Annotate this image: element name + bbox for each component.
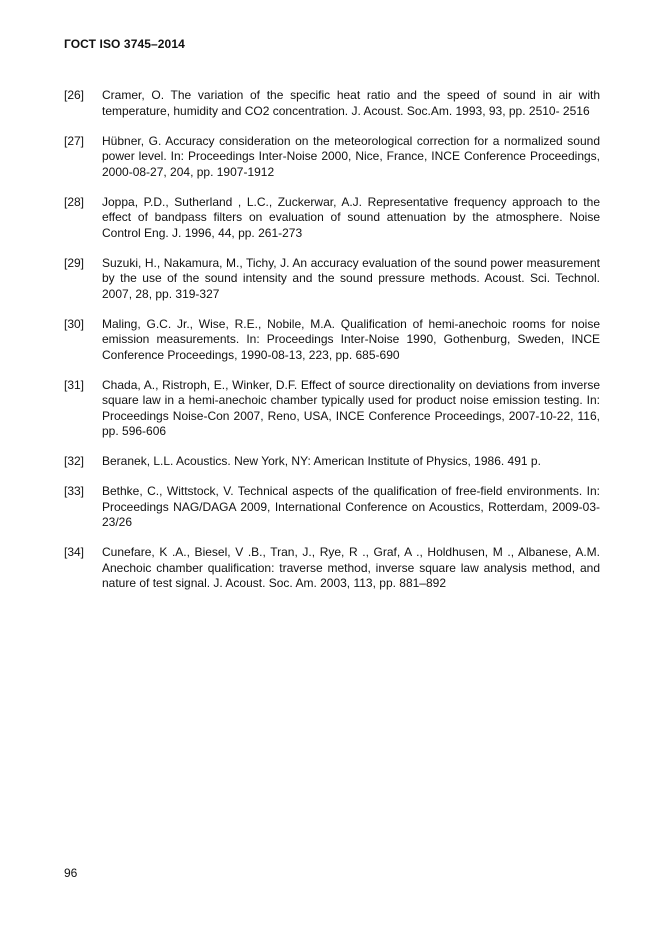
reference-number: [29] [64, 255, 85, 270]
reference-item [64, 134, 600, 181]
reference-number: [26] [64, 88, 85, 102]
reference-text: Chada, A., Ristroph, E., Winker, D.F. Effect of source directionality on deviations from inverse square law in a hemi-anechoic chamber typically used for product noise emission testing. In: Proceedings Noise-Con 2007, Reno, USA, INCE Conference Proceedings, 2007-10-22, 116, pp. 596-606 [102, 377, 600, 438]
reference-item [64, 484, 600, 531]
reference-number: [32] [64, 454, 85, 468]
standard-header: ГОСТ ISO 3745–2014 [64, 37, 185, 51]
reference-number: [31] [64, 377, 85, 392]
reference-text: Suzuki, H., Nakamura, M., Tichy, J. An accuracy evaluation of the sound power measurement by the use of the sound intensity and the sound pressure methods. Acoust. Sci. Technol. 2007, 28, pp. 319-327 [102, 255, 600, 301]
reference-number: [28] [64, 194, 85, 209]
reference-item [64, 454, 600, 470]
reference-text: Joppa, P.D., Sutherland , L.C., Zuckerwar, A.J. Representative frequency approach to the effect of bandpass filters on evaluation of sound attenuation by the atmosphere. Noise Control Eng. J. 1996, 44, pp. 261-273 [102, 194, 600, 240]
reference-number: [33] [64, 484, 85, 498]
reference-text: Maling, G.C. Jr., Wise, R.E., Nobile, M.A. Qualification of hemi-anechoic rooms for noise emission measurements. In: Proceedings Inter-Noise 1990, Gothenburg, Sweden, INCE Conference Proceedings, 1990-08-13, 223, pp. 685-690 [102, 316, 600, 362]
reference-text: Cunefare, K .A., Biesel, V .B., Tran, J., Rye, R ., Graf, A ., Holdhusen, M ., Albanese, A.M. Anechoic chamber qualification: traverse method, inverse square law analysis method, and nature of test signal. J. Acoust. Soc. Am. 2003, 113, pp. 881–892 [102, 545, 600, 590]
reference-text: Cramer, O. The variation of the specific heat ratio and the speed of sound in air with temperature, humidity and CO2 concentration. J. Acoust. Soc.Am. 1993, 93, pp. 2510‑ 2516 [102, 88, 600, 118]
reference-list [64, 88, 600, 606]
reference-item [64, 256, 600, 303]
reference-text: Hübner, G. Accuracy consideration on the meteorological correction for a normalized sound power level. In: Proceedings Inter-Noise 2000, Nice, France, INCE Conference Proceedings, 2000-08-27, 204, pp. 1907-1912 [102, 133, 600, 179]
reference-item [64, 88, 600, 119]
reference-text: Bethke, C., Wittstock, V. Technical aspects of the qualification of free-field environments. In: Proceedings NAG/DAGA 2009, International Conference on Acoustics, Rotterdam, 2009-03-23/26 [102, 484, 600, 529]
reference-item [64, 378, 600, 440]
reference-item [64, 195, 600, 242]
reference-text: Beranek, L.L. Acoustics. New York, NY: American Institute of Physics, 1986. 491 p. [102, 454, 541, 468]
reference-number: [30] [64, 316, 85, 331]
page-number: 96 [64, 866, 78, 880]
reference-number: [27] [64, 133, 85, 148]
reference-number: [34] [64, 545, 85, 559]
reference-item [64, 317, 600, 364]
reference-item [64, 545, 600, 592]
